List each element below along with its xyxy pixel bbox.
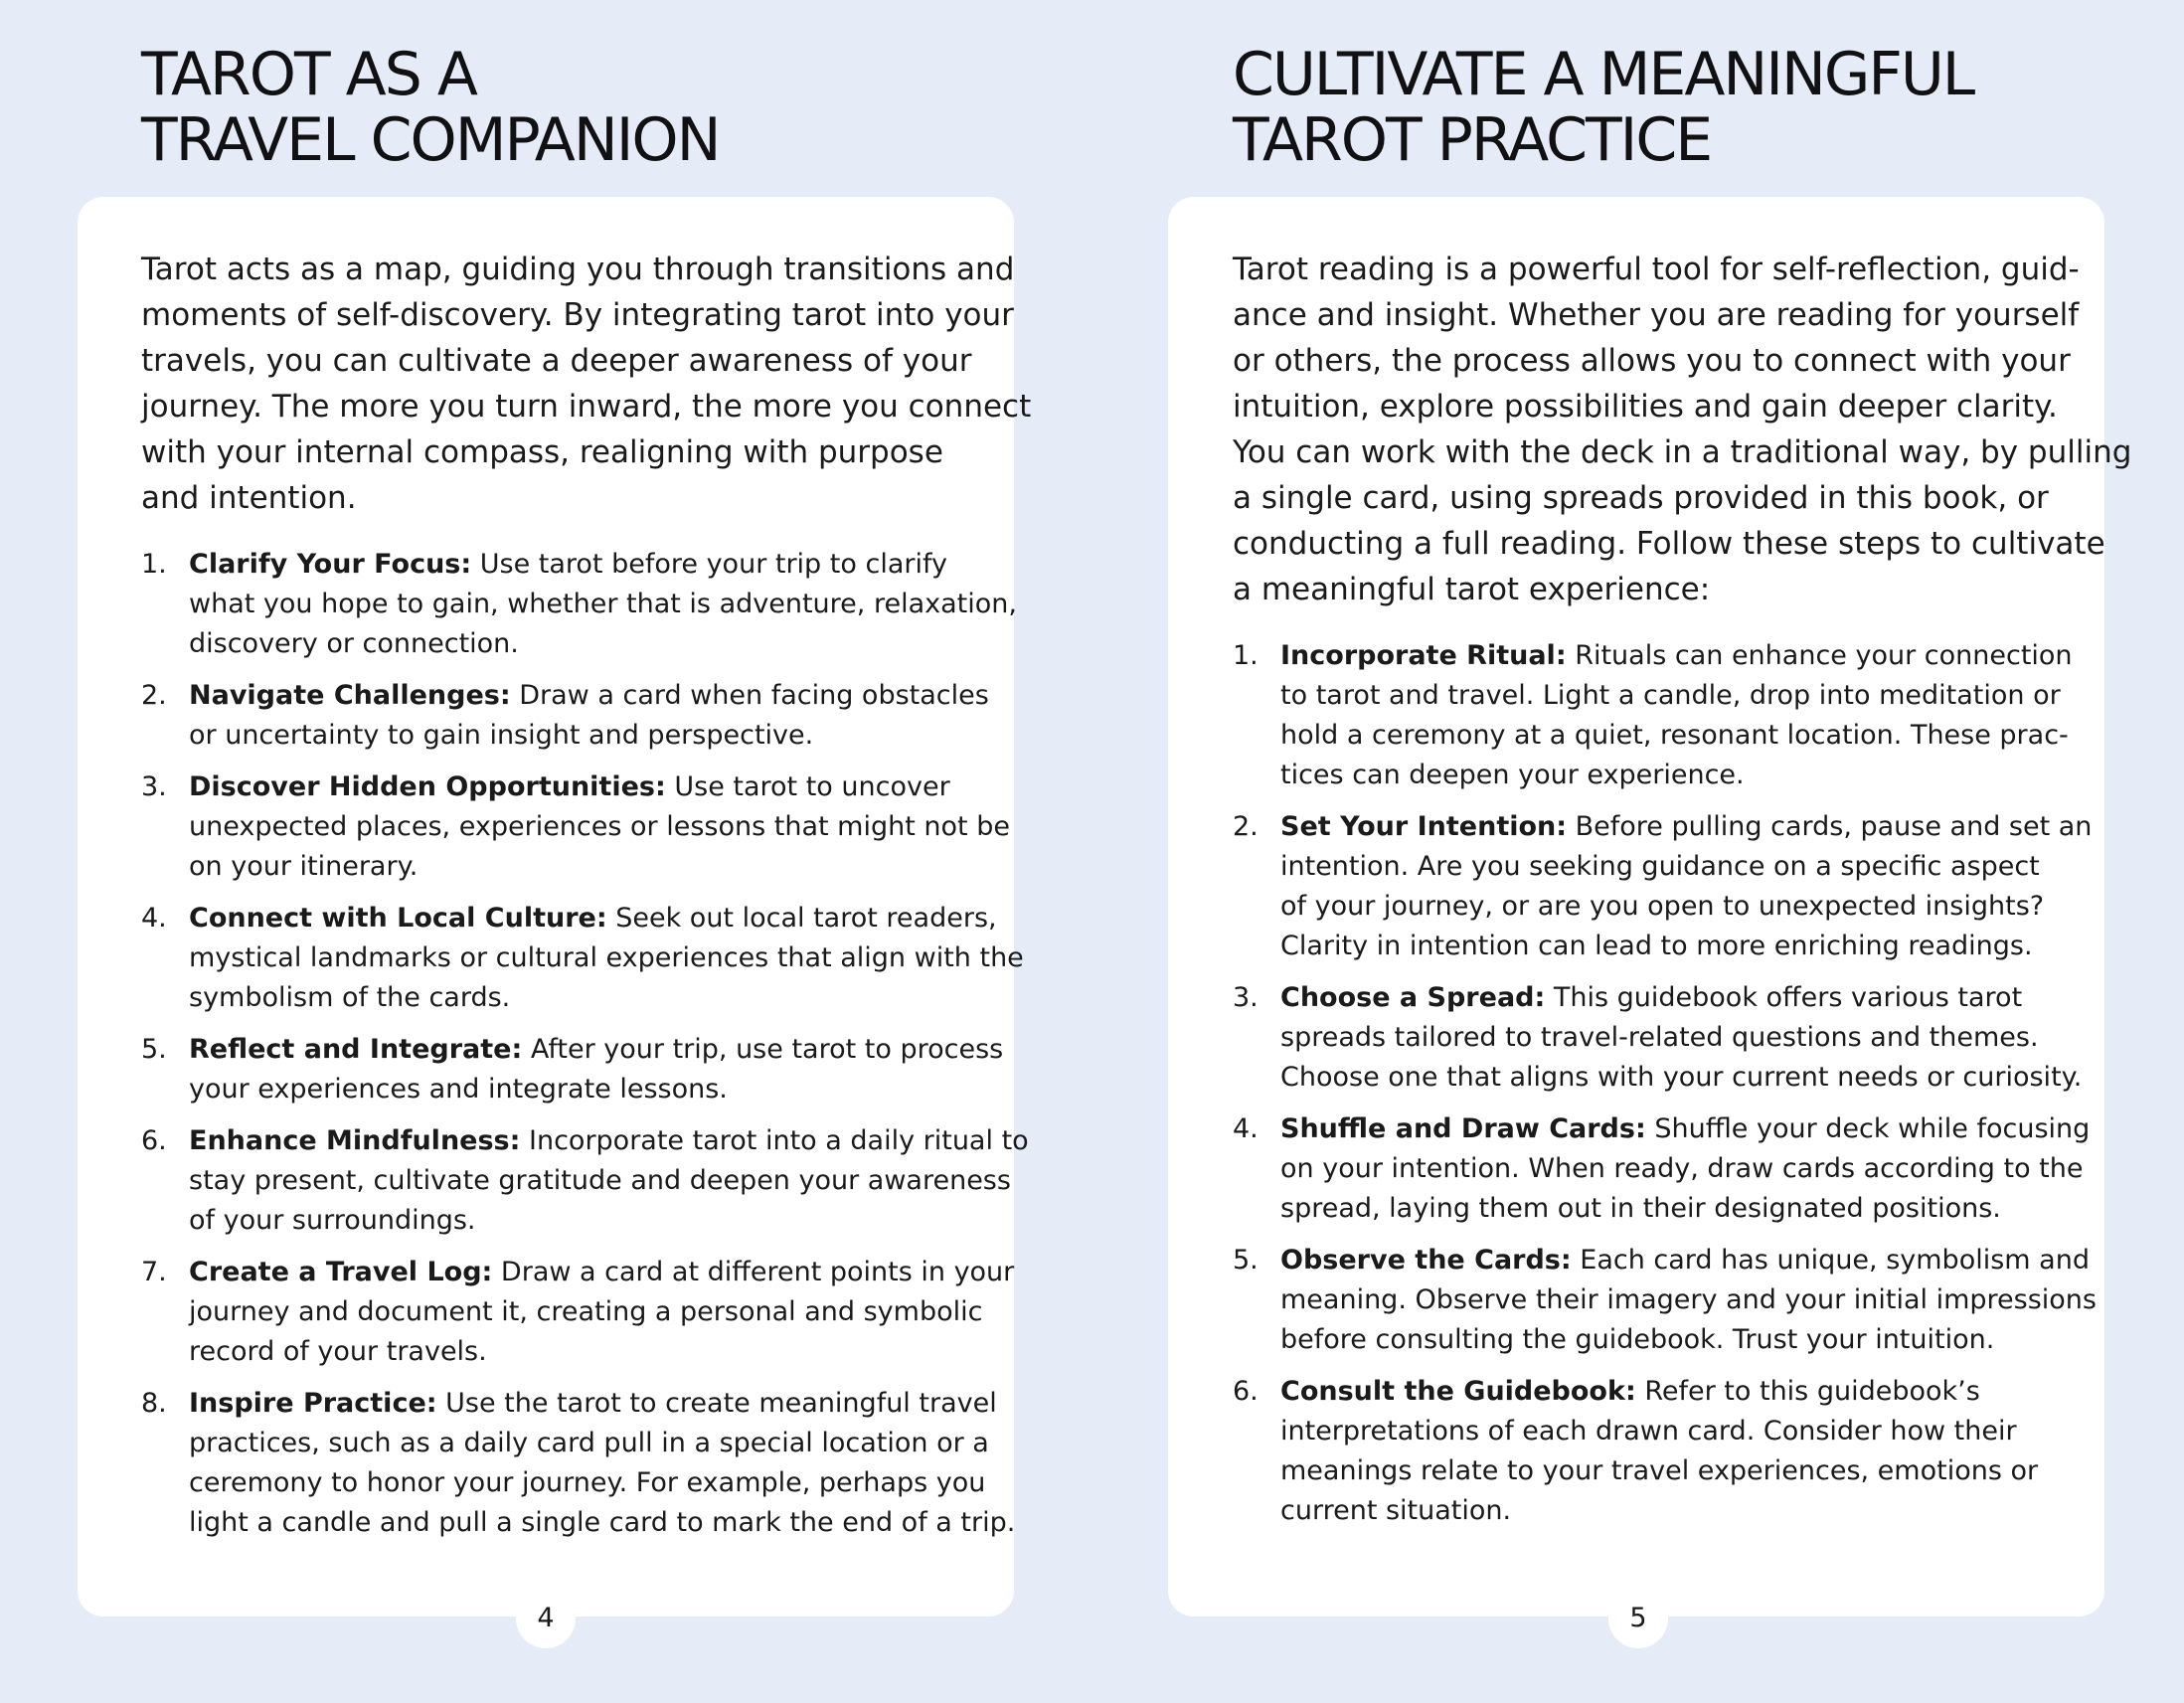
item-first-line <box>189 1030 1003 1070</box>
item-text-line: meanings relate to your travel experiences, emotions or <box>1280 1455 2039 1486</box>
item-text-line: interpretations of each drawn card. Consider how their <box>1280 1416 2017 1447</box>
item-text-line: or uncertainty to gain insight and perspective. <box>189 720 814 751</box>
intro-line: a single card, using spreads provided in this book, or <box>1233 480 2049 516</box>
list-item <box>141 545 1017 664</box>
intro-line: a meaningful tarot experience: <box>1233 572 1711 607</box>
item-number: 1. <box>1233 640 1259 671</box>
list-item <box>141 767 1010 887</box>
item-first-line <box>189 767 1010 807</box>
item-text-line: light a candle and pull a single card to mark the end of a trip. <box>189 1507 1016 1538</box>
item-heading: Enhance Mindfulness: <box>189 1125 521 1156</box>
item-text-line: current situation. <box>1280 1495 1512 1526</box>
intro-line: moments of self-discovery. By integrating tarot into your <box>141 297 1014 333</box>
item-number: 5. <box>1233 1245 1259 1276</box>
item-first-line <box>189 676 989 716</box>
list-item <box>1233 807 2093 966</box>
item-number: 3. <box>1233 982 1259 1013</box>
item-body <box>189 767 1010 887</box>
item-heading: Clarify Your Focus: <box>189 549 472 580</box>
list-item <box>1233 636 2073 795</box>
item-body <box>189 1030 1003 1109</box>
item-body <box>1280 1109 2090 1229</box>
item-text: Seek out local tarot readers, <box>606 903 997 934</box>
item-body <box>189 1253 1014 1372</box>
item-first-line <box>1280 1372 2038 1412</box>
item-heading: Create a Travel Log: <box>189 1257 493 1287</box>
item-number: 4. <box>141 903 167 934</box>
steps-list <box>141 545 1029 1555</box>
list-item <box>141 1253 1015 1372</box>
page-title <box>1233 42 1973 173</box>
item-body <box>189 1384 1015 1543</box>
list-item <box>141 1121 1029 1241</box>
title-line: TRAVEL COMPANION <box>141 105 720 175</box>
item-text: Incorporate tarot into a daily ritual to <box>520 1125 1029 1156</box>
intro-paragraph <box>141 247 1032 521</box>
page-number: 5 <box>1608 1589 1668 1648</box>
item-heading: Shuffle and Draw Cards: <box>1280 1113 1646 1144</box>
item-body <box>1280 1372 2038 1531</box>
title-line: CULTIVATE A MEANINGFUL <box>1233 40 1974 109</box>
item-text-line: on your itinerary. <box>189 851 419 882</box>
item-text-line: Clarity in intention can lead to more enriching readings. <box>1280 931 2033 961</box>
list-item <box>1233 1109 2091 1229</box>
item-text-line: ceremony to honor your journey. For example, perhaps you <box>189 1467 986 1498</box>
item-text-line: tices can deepen your experience. <box>1280 760 1745 790</box>
item-text-line: to tarot and travel. Light a candle, drop into meditation or <box>1280 680 2061 711</box>
intro-line: conducting a full reading. Follow these steps to cultivate <box>1233 526 2105 562</box>
item-body <box>1280 636 2073 795</box>
item-text-line: your experiences and integrate lessons. <box>189 1074 728 1105</box>
item-first-line <box>1280 1241 2097 1280</box>
item-text-line: of your journey, or are you open to unexpected insights? <box>1280 891 2045 922</box>
item-body <box>189 545 1017 664</box>
item-body <box>1280 1241 2097 1360</box>
item-heading: Discover Hidden Opportunities: <box>189 771 666 802</box>
steps-list <box>1233 636 2097 1543</box>
item-text-line: spread, laying them out in their designated positions. <box>1280 1193 2001 1224</box>
item-heading: Connect with Local Culture: <box>189 903 607 934</box>
list-item <box>141 1030 1004 1109</box>
intro-line: ance and insight. Whether you are reading for yourself <box>1233 297 2080 333</box>
list-item <box>141 899 1024 1018</box>
item-number: 1. <box>141 549 167 580</box>
intro-line: travels, you can cultivate a deeper awareness of your <box>141 343 972 379</box>
item-body <box>189 899 1024 1018</box>
item-text: Shuffle your deck while focusing <box>1645 1113 2091 1144</box>
intro-line: and intention. <box>141 480 357 516</box>
intro-line: Tarot reading is a powerful tool for self-reflection, guid- <box>1233 252 2080 287</box>
item-heading: Set Your Intention: <box>1280 811 1568 842</box>
item-text: Rituals can enhance your connection <box>1566 640 2073 671</box>
item-text: Use tarot to uncover <box>665 771 950 802</box>
intro-paragraph <box>1233 247 2132 612</box>
item-body <box>189 1121 1029 1241</box>
intro-line: Tarot acts as a map, guiding you through transitions and <box>141 252 1015 287</box>
item-number: 4. <box>1233 1113 1259 1144</box>
item-text-line: intention. Are you seeking guidance on a specific aspect <box>1280 851 2040 882</box>
item-text-line: mystical landmarks or cultural experiences that align with the <box>189 942 1024 973</box>
item-text-line: Choose one that aligns with your current needs or curiosity. <box>1280 1062 2083 1093</box>
item-first-line <box>189 1384 1015 1424</box>
right-page <box>1092 0 2183 1703</box>
list-item <box>141 676 989 756</box>
item-number: 2. <box>141 680 167 711</box>
item-text-line: of your surroundings. <box>189 1205 476 1236</box>
intro-line: intuition, explore possibilities and gain deeper clarity. <box>1233 389 2058 425</box>
title-line: TAROT AS A <box>141 40 476 109</box>
item-text: After your trip, use tarot to process <box>522 1034 1004 1065</box>
item-text-line: discovery or connection. <box>189 628 519 659</box>
item-text-line: spreads tailored to travel-related questions and themes. <box>1280 1022 2039 1053</box>
item-text: Use the tarot to create meaningful travel <box>436 1388 997 1419</box>
intro-line: or others, the process allows you to connect with your <box>1233 343 2071 379</box>
item-first-line <box>1280 1109 2090 1149</box>
intro-line: journey. The more you turn inward, the more you connect <box>141 389 1032 425</box>
item-text-line: unexpected places, experiences or lessons that might not be <box>189 811 1010 842</box>
item-number: 3. <box>141 771 167 802</box>
title-line: TAROT PRACTICE <box>1233 105 1712 175</box>
item-text-line: hold a ceremony at a quiet, resonant location. These prac- <box>1280 720 2069 751</box>
item-number: 5. <box>141 1034 167 1065</box>
item-text-line: journey and document it, creating a personal and symbolic <box>189 1296 983 1327</box>
item-first-line <box>1280 636 2073 676</box>
item-heading: Consult the Guidebook: <box>1280 1376 1636 1407</box>
item-text-line: record of your travels. <box>189 1336 487 1367</box>
item-number: 7. <box>141 1257 167 1287</box>
item-body <box>1280 978 2082 1098</box>
item-text: Each card has unique, symbolism and <box>1571 1245 2090 1276</box>
item-number: 8. <box>141 1388 167 1419</box>
item-text: Draw a card when facing obstacles <box>510 680 989 711</box>
item-first-line <box>189 1253 1014 1292</box>
item-first-line <box>189 899 1024 938</box>
item-heading: Incorporate Ritual: <box>1280 640 1567 671</box>
item-number: 6. <box>1233 1376 1259 1407</box>
item-number: 2. <box>1233 811 1259 842</box>
item-text-line: what you hope to gain, whether that is adventure, relaxation, <box>189 589 1017 619</box>
item-text-line: before consulting the guidebook. Trust your intuition. <box>1280 1324 1995 1355</box>
item-first-line <box>1280 978 2082 1018</box>
list-item <box>1233 1372 2058 1531</box>
page-number: 4 <box>516 1589 576 1648</box>
item-first-line <box>189 1121 1029 1161</box>
item-first-line <box>1280 807 2092 847</box>
item-text: This guidebook offers various tarot <box>1545 982 2023 1013</box>
item-body <box>189 676 989 756</box>
item-text-line: practices, such as a daily card pull in a special location or a <box>189 1428 989 1458</box>
item-heading: Observe the Cards: <box>1280 1245 1572 1276</box>
item-body <box>1280 807 2092 966</box>
item-text-line: symbolism of the cards. <box>189 982 511 1013</box>
item-text-line: stay present, cultivate gratitude and deepen your awareness <box>189 1165 1011 1196</box>
item-heading: Navigate Challenges: <box>189 680 511 711</box>
item-heading: Reflect and Integrate: <box>189 1034 523 1065</box>
item-heading: Choose a Spread: <box>1280 982 1546 1013</box>
item-text: Draw a card at different points in your <box>492 1257 1015 1287</box>
page-title <box>141 42 720 173</box>
item-text: Before pulling cards, pause and set an <box>1567 811 2093 842</box>
intro-line: with your internal compass, realigning with purpose <box>141 434 943 470</box>
item-first-line <box>189 545 1017 585</box>
item-text: Use tarot before your trip to clarify <box>471 549 947 580</box>
intro-line: You can work with the deck in a traditional way, by pulling <box>1233 434 2132 470</box>
list-item <box>1233 978 2083 1098</box>
list-item <box>141 1384 1016 1543</box>
item-text-line: meaning. Observe their imagery and your initial impressions <box>1280 1284 2097 1315</box>
item-number: 6. <box>141 1125 167 1156</box>
list-item <box>1233 1241 2097 1360</box>
item-text-line: on your intention. When ready, draw cards according to the <box>1280 1153 2084 1184</box>
item-text: Refer to this guidebook’s <box>1635 1376 1980 1407</box>
item-heading: Inspire Practice: <box>189 1388 437 1419</box>
